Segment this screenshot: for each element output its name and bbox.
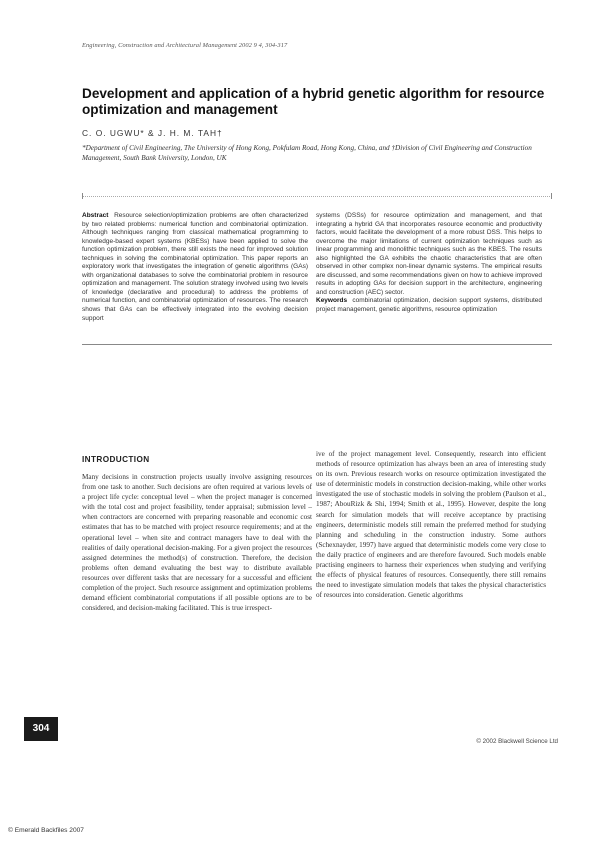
section-heading-introduction: INTRODUCTION <box>82 455 150 464</box>
body-column-left: Many decisions in construction projects usually involve assigning resources from one task to another. Such decisions are often required at various levels of a project life cycle: conceptual level – when the project manager is concerned with the total cost and project feasibility, tender appraisal; submission level – when contractors are concerned with preparing reasonable and economic cost estimates that has to be matched with project resource requirements; and at the operational level – when site and contract managers have to deal with the realities of daily operational decision-making. For a given project the resources assigned determines the method(s) of construction. Therefore, the decision problems often demand evaluating the best way to distribute available resources over different tasks that are necessary for a successful and efficient completion of the project. Such resource assignment and optimization problems demand efficient combinatorial computations if all possible options are to be considered, and decision-making facilitated. This is true irrespect- <box>82 473 312 613</box>
abstract-text-right: systems (DSSs) for resource optimization and management, and that integrating a hybrid GA that incorporates resource economic and productivity factors, would facilitate the development of a more robust DSS. This helps to overcome the major limitations of current optimization techniques such as linear programming and monolithic techniques such as the KBES. The results also highlighted the GA exhibits the chaotic characteristics that are often observed in other complex non-linear dynamic systems. The empirical results are discussed, and some recommendations given on how to achieve improved results in adopting GAs for decision support in the architecture, engineering and construction (AEC) sector. <box>316 212 542 296</box>
paper-title: Development and application of a hybrid genetic algorithm for resource optimization and management <box>82 86 545 117</box>
archive-footer: © Emerald Backfiles 2007 <box>8 827 84 834</box>
affiliation: *Department of Civil Engineering, The University of Hong Kong, Pokfulam Road, Hong Kong, China, and †Division of Civil Engineering and Construction Management, South Bank University, London, UK <box>82 144 532 162</box>
abstract-bottom-rule <box>82 344 552 345</box>
abstract-text-left: Resource selection/optimization problems are often characterized by two related problems: numerical function and combinatorial optimization. Although techniques ranging from classical mathematical programming to knowledge-based expert systems (KBESs) have been applied to solve the function optimization problem, there still exists the need for improved solution techniques in solving the combinatorial optimization. This paper reports an exploratory work that investigates the integration of genetic algorithms (GAs) with organizational databases to solve the combinatorial problem in resource optimization and management. The solution strategy involved using two levels of knowledge (declarative and procedural) to address the problems of numerical function, and combinatorial optimization of resources. The research shows that GAs can be effectively integrated into the evolving decision support <box>82 212 308 322</box>
page-number-badge: 304 <box>24 717 58 741</box>
abstract-column-right <box>316 212 542 315</box>
copyright-notice: © 2002 Blackwell Science Ltd <box>476 738 558 745</box>
abstract-column-left <box>82 212 308 323</box>
keywords-label: Keywords <box>316 297 348 305</box>
body-column-right: ive of the project management level. Consequently, research into efficient methods of resource optimization has always been an area of interesting study on its own. Previous research works on resource optimization investigated the use of deterministic models in construction decision-making, while other works investigated the use of stochastic models in solving the problem (Paulson et al., 1987; AbouRizk & Shi, 1994; Smith et al., 1995). However, despite the long search for simulation models that will receive acceptance by practising engineers, deterministic models still remain the preferred method for studying planning and scheduling in the construction industry. Some authors (Schexnayder, 1997) have argued that deterministic models come very close to the daily practice of engineers and are therefore favoured. Such models enable practising engineers to harness their experiences when studying and verifying the effects of physical features of resources. Consequently, there still remains the need to investigate simulation models that takes the physical characteristics of resources into consideration. Genetic algorithms <box>316 450 546 600</box>
journal-citation: Engineering, Construction and Architectural Management 2002 9 4, 304-317 <box>82 42 288 49</box>
keywords-text: combinatorial optimization, decision support systems, distributed project management, genetic algorithms, resource optimization <box>316 297 542 314</box>
authors: C. O. UGWU* & J. H. M. TAH† <box>82 128 223 138</box>
abstract-label: Abstract <box>82 212 109 219</box>
abstract-top-rule <box>82 196 552 198</box>
